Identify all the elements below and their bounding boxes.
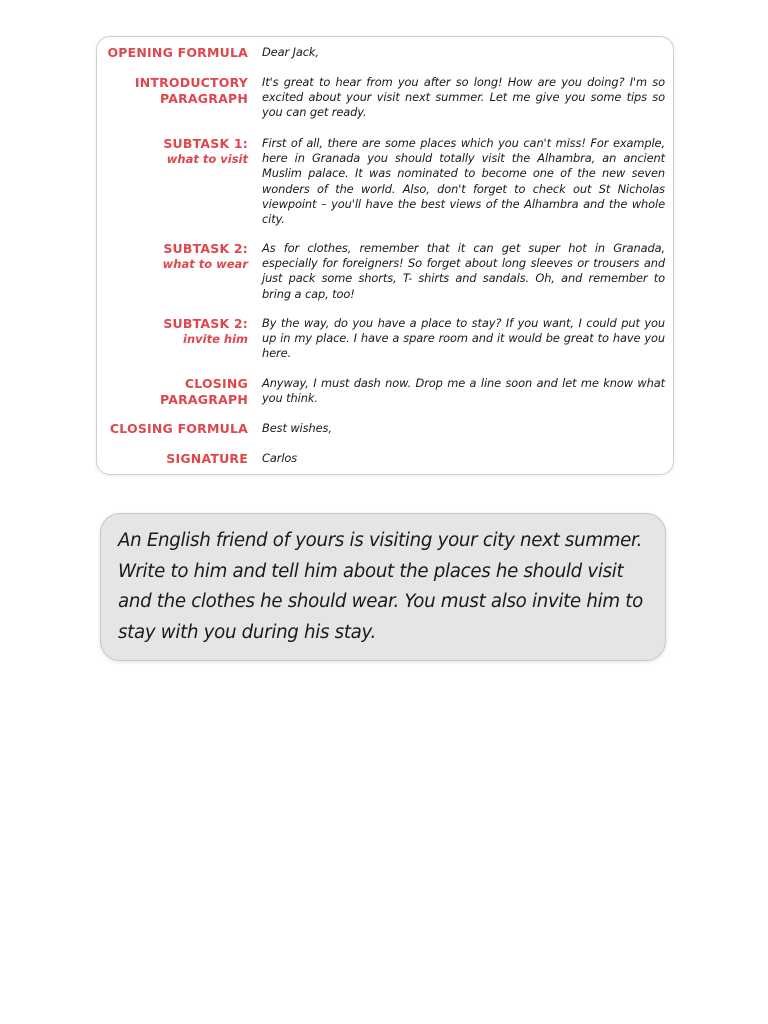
- section-label-main: CLOSING FORMULA: [109, 421, 248, 436]
- section-text: Anyway, I must dash now. Drop me a line soon and let me know what you think.: [262, 376, 665, 406]
- section-label: [101, 451, 248, 467]
- section-text: As for clothes, remember that it can get super hot in Granada, especially for foreigners! So forget about long sleeves or trousers and just pack some shorts, T- shirts and sandals. Oh, and remember to bring a cap, too!: [262, 241, 665, 301]
- section-label-main: SUBTASK 1:: [163, 136, 248, 151]
- section-text: By the way, do you have a place to stay? If you want, I could put you up in my place. I have a spare room and it would be great to have you here.: [262, 316, 665, 361]
- section-text: Carlos: [262, 451, 298, 465]
- section-label: [101, 241, 248, 272]
- section-text: Best wishes,: [262, 421, 332, 435]
- section-label-sub: what to wear: [162, 256, 248, 271]
- section-label-sub: what to visit: [166, 151, 248, 166]
- section-text: It's great to hear from you after so long! How are you doing? I'm so excited about your visit next summer. Let me give you some tips so you can get ready.: [262, 75, 665, 120]
- section-label-main: OPENING FORMULA: [107, 45, 248, 60]
- section-label-sub: invite him: [183, 331, 248, 346]
- section-label: [101, 376, 248, 407]
- section-label: [97, 421, 248, 437]
- writing-task-text: An English friend of yours is visiting your city next summer. Write to him and tell him about the places he should visit and the clothes he should wear. You must also invite him to stay with you during his stay.: [118, 530, 643, 643]
- section-text: First of all, there are some places which you can't miss! For example, here in Granada you should totally visit the Alhambra, an ancient Muslim palace. It was nominated to become one of the new seven wonders of the world. Also, don't forget to check out St Nicholas viewpoint – you'll have the best views of the Alhambra and the whole city.: [262, 136, 665, 227]
- section-label: [101, 316, 248, 347]
- section-label-main: SIGNATURE: [166, 451, 248, 466]
- section-label: [101, 136, 248, 167]
- section-label: [101, 75, 248, 106]
- writing-task-box: [100, 513, 666, 661]
- section-label-main: SUBTASK 2:: [163, 241, 248, 256]
- section-label-main: CLOSING PARAGRAPH: [160, 376, 248, 407]
- section-label-main: INTRODUCTORY PARAGRAPH: [134, 75, 248, 106]
- section-label-main: SUBTASK 2:: [163, 316, 248, 331]
- section-text: Dear Jack,: [262, 45, 319, 59]
- section-label: [101, 45, 248, 61]
- letter-model-card: [96, 36, 674, 475]
